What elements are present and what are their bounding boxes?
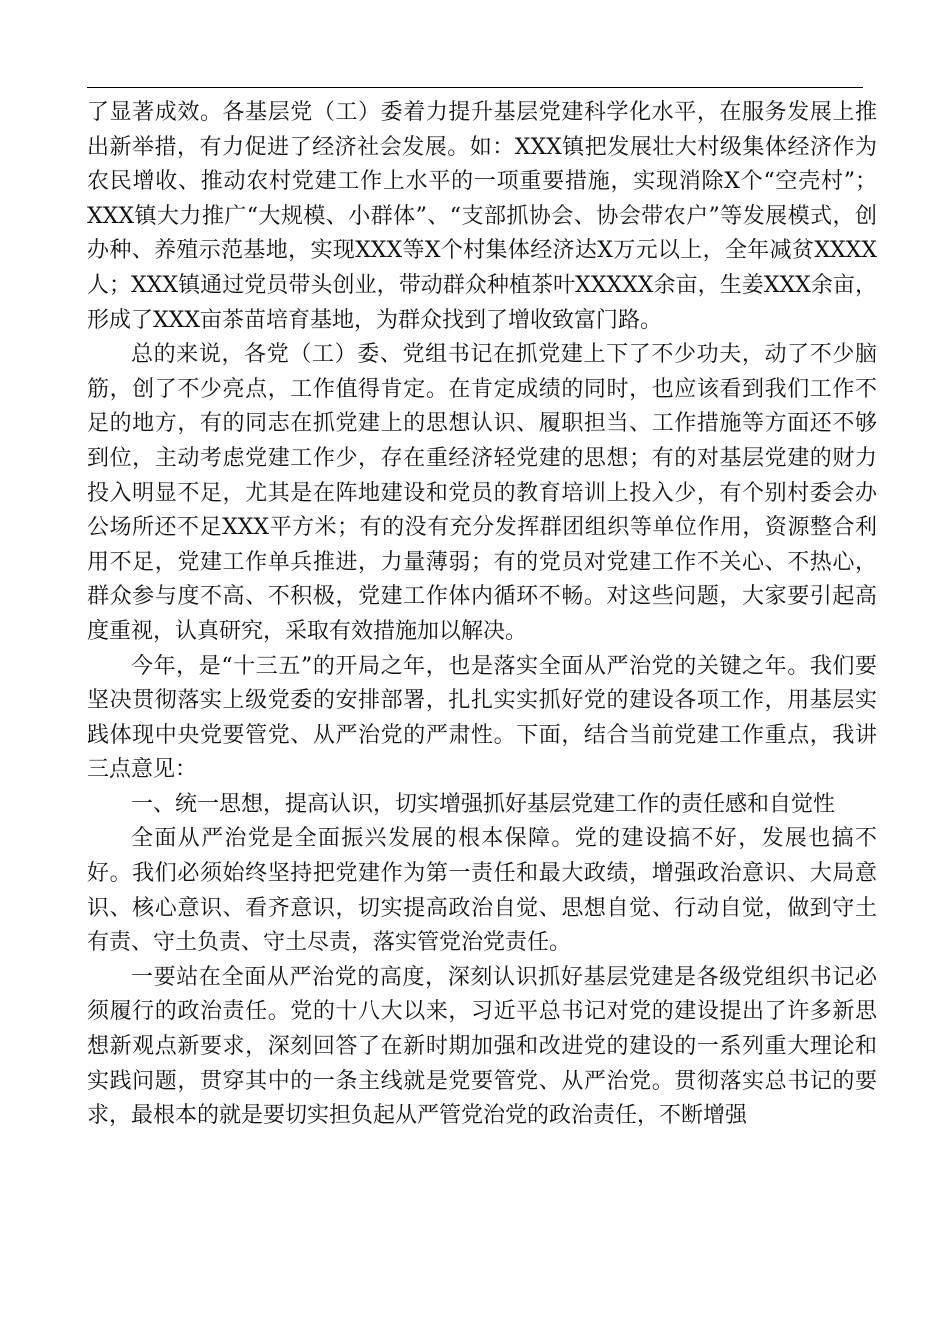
paragraph-continuation: 了显著成效。各基层党（工）委着力提升基层党建科学化水平，在服务发展上推出新举措，有力促进了经济社会发展。如：XXX镇把发展壮大村级集体经济作为农民增收、推动农村党建工作上水平的一项重要措施，实现消除X个“空壳村”；XXX镇大力推广“大规模、小群体”、“支部抓协会、协会带农户”等发展模式，创办种、养殖示范基地，实现XXX等X个村集体经济达X万元以上，全年减贫XXXX人；XXX镇通过党员带头创业，带动群众种植茶叶XXXXX余亩，生姜XXX余亩，形成了XXX亩茶苗培育基地，为群众找到了增收致富门路。 — [87, 100, 877, 333]
paragraph-strict-governance: 全面从严治党是全面振兴发展的根本保障。党的建设搞不好，发展也搞不好。我们必须始终坚持把党建作为第一责任和最大政绩，增强政治意识、大局意识、核心意识、看齐意识，切实提高政治自觉、思想自觉、行动自觉，做到守土有责、守土负责、守土尽责，落实管党治党责任。 — [87, 826, 877, 956]
document-body — [87, 96, 877, 1134]
paragraph-summary: 总的来说，各党（工）委、党组书记在抓党建上下了不少功夫，动了不少脑筋，创了不少亮点，工作值得肯定。在肯定成绩的同时，也应该看到我们工作不足的地方，有的同志在抓党建上的思想认识、履职担当、工作措施等方面还不够到位，主动考虑党建工作少，存在重经济轻党建的思想；有的对基层党建的财力投入明显不足，尤其是在阵地建设和党员的教育培训上投入少，有个别村委会办公场所还不足XXX平方米；有的没有充分发挥群团组织等单位作用，资源整合利用不足，党建工作单兵推进，力量薄弱；有的党员对党建工作不关心、不热心，群众参与度不高、不积极，党建工作体内循环不畅。对这些问题，大家要引起高度重视，认真研究，采取有效措施加以解决。 — [87, 342, 877, 644]
header-rule — [87, 87, 863, 88]
section-heading-1: 一、统一思想，提高认识，切实增强抓好基层党建工作的责任感和自觉性 — [131, 791, 836, 817]
paragraph-first-point: 一要站在全面从严治党的高度，深刻认识抓好基层党建是各级党组织书记必须履行的政治责任。党的十八大以来，习近平总书记对党的建设提出了许多新思想新观点新要求，深刻回答了在新时期加强和改进党的建设的一系列重大理论和实践问题，贯穿其中的一条主线就是党要管党、从严治党。贯彻落实总书记的要求，最根本的就是要切实担负起从严管党治党的政治责任，不断增强 — [87, 964, 877, 1129]
paragraph-this-year: 今年，是“十三五”的开局之年，也是落实全面从严治党的关键之年。我们要坚决贯彻落实上级党委的安排部署，扎扎实实抓好党的建设各项工作，用基层实践体现中央党要管党、从严治党的严肃性。下面，结合当前党建工作重点，我讲三点意见： — [87, 653, 877, 783]
